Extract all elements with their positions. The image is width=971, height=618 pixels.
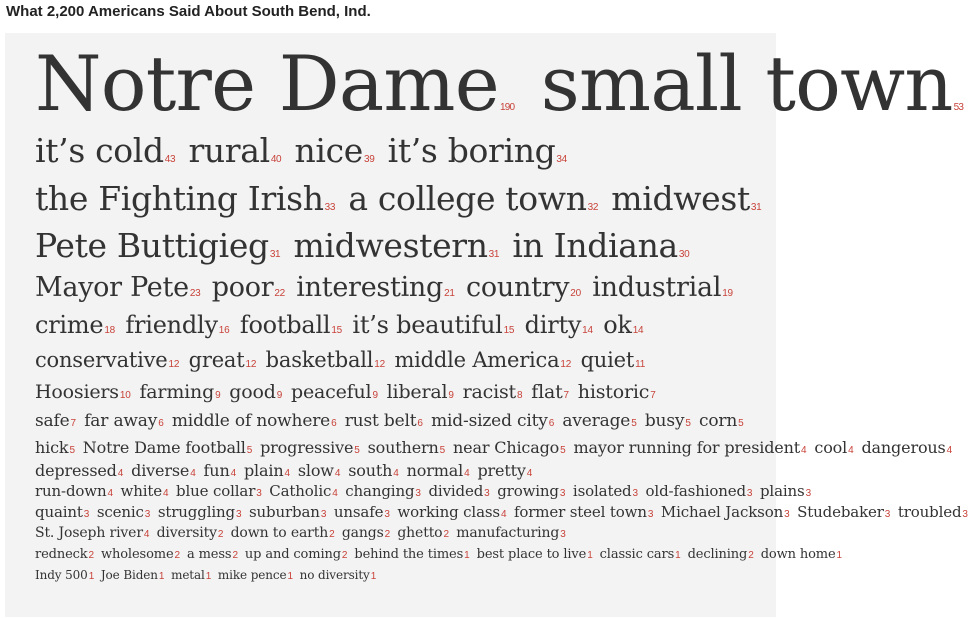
cloud-word: Indy 500: [35, 568, 88, 582]
cloud-word-count: 1: [587, 550, 593, 561]
cloud-word: Michael Jackson: [660, 503, 784, 521]
cloud-word-count: 1: [464, 550, 470, 561]
cloud-word: declining: [687, 547, 748, 562]
cloud-word: mayor running for president: [573, 438, 801, 457]
cloud-word-count: 7: [70, 418, 76, 429]
cloud-word: racist: [462, 381, 516, 403]
cloud-word: midwest: [611, 179, 750, 218]
cloud-word: Mayor Pete: [35, 272, 189, 303]
cloud-word: nice: [294, 131, 363, 170]
cloud-word-count: 12: [560, 359, 572, 370]
cloud-word: isolated: [572, 482, 632, 500]
cloud-word: former steel town: [514, 503, 647, 521]
cloud-word: classic cars: [599, 547, 675, 562]
cloud-row: [35, 502, 968, 523]
cloud-word-count: 5: [246, 445, 253, 456]
cloud-word: far away: [84, 411, 158, 431]
cloud-row: [35, 343, 770, 377]
cloud-word-count: 5: [354, 445, 360, 456]
cloud-word: behind the times: [354, 547, 464, 562]
cloud-word: blue collar: [176, 482, 256, 500]
cloud-word: gangs: [341, 525, 384, 541]
cloud-word: diversity: [156, 525, 217, 541]
cloud-word: safe: [35, 411, 70, 431]
cloud-word-count: 3: [647, 509, 654, 520]
cloud-word-count: 2: [88, 550, 94, 561]
cloud-word: working class: [397, 503, 500, 521]
cloud-word: south: [348, 461, 393, 480]
cloud-word-count: 8: [517, 390, 523, 401]
cloud-word: redneck: [35, 547, 88, 562]
cloud-word: interesting: [296, 272, 444, 303]
cloud-word: Notre Dame football: [82, 438, 246, 457]
cloud-word: changing: [345, 482, 415, 500]
cloud-word-count: 5: [560, 445, 566, 456]
cloud-word: corn: [698, 411, 738, 431]
cloud-row: [35, 544, 842, 565]
cloud-word: Hoosiers: [35, 381, 119, 403]
cloud-word-count: 31: [269, 249, 281, 260]
cloud-word: run-down: [35, 482, 107, 500]
cloud-word-count: 2: [232, 550, 238, 561]
cloud-word-count: 6: [158, 418, 164, 429]
cloud-word: Joe Biden: [100, 568, 158, 582]
cloud-word-count: 23: [189, 288, 201, 299]
cloud-word: struggling: [157, 503, 235, 521]
cloud-row: [35, 408, 770, 435]
cloud-word-count: 16: [218, 325, 230, 336]
page-title: What 2,200 Americans Said About South Bend, Ind.: [6, 3, 371, 20]
cloud-word: manufacturing: [456, 525, 560, 541]
cloud-word: slow: [297, 461, 334, 480]
cloud-word-count: 1: [158, 571, 165, 582]
cloud-word: up and coming: [244, 547, 341, 562]
cloud-word-count: 4: [230, 468, 236, 479]
cloud-word-count: 9: [215, 390, 221, 401]
cloud-row: [35, 523, 770, 544]
cloud-word: quaint: [35, 503, 83, 521]
cloud-word-count: 7: [650, 390, 656, 401]
cloud-word-count: 3: [560, 529, 566, 540]
cloud-word: fun: [203, 461, 230, 480]
cloud-word: scenic: [96, 503, 144, 521]
cloud-word: average: [562, 411, 631, 431]
cloud-word-count: 1: [370, 571, 377, 582]
cloud-word: southern: [367, 438, 439, 457]
cloud-word: divided: [428, 482, 484, 500]
cloud-word-count: 2: [217, 529, 224, 540]
cloud-word-count: 6: [548, 418, 555, 429]
cloud-row: [35, 39, 964, 128]
cloud-word-count: 3: [805, 488, 811, 499]
cloud-word-count: 39: [363, 154, 375, 165]
cloud-word: Studebaker: [797, 503, 884, 521]
cloud-row: [35, 223, 770, 268]
cloud-word-count: 4: [946, 445, 953, 456]
cloud-word-count: 1: [205, 571, 212, 582]
cloud-word-count: 3: [484, 488, 490, 499]
cloud-word: down to earth: [230, 525, 329, 541]
cloud-word-count: 6: [331, 418, 337, 429]
cloud-word-count: 15: [331, 325, 343, 336]
cloud-word-count: 1: [88, 571, 95, 582]
cloud-word-count: 3: [144, 509, 151, 520]
cloud-word-count: 33: [324, 202, 336, 213]
cloud-word: it’s cold: [35, 131, 164, 170]
cloud-word: great: [188, 348, 245, 372]
cloud-word: industrial: [592, 272, 722, 303]
cloud-word: plains: [759, 482, 805, 500]
cloud-word-count: 30: [678, 249, 690, 260]
cloud-word-count: 3: [746, 488, 753, 499]
cloud-word-count: 4: [284, 468, 290, 479]
cloud-word: busy: [644, 411, 685, 431]
cloud-word-count: 3: [962, 509, 968, 520]
cloud-word: middle of nowhere: [171, 411, 331, 431]
cloud-word: diverse: [131, 461, 190, 480]
cloud-word: conservative: [35, 348, 168, 372]
cloud-word: a mess: [186, 547, 232, 562]
cloud-word-count: 12: [245, 359, 257, 370]
cloud-word: near Chicago: [452, 438, 560, 457]
cloud-word-count: 2: [748, 550, 754, 561]
cloud-word: historic: [577, 381, 650, 403]
cloud-word-count: 4: [117, 468, 124, 479]
cloud-word: farming: [139, 381, 215, 403]
cloud-word-count: 9: [276, 390, 283, 401]
cloud-word-count: 5: [685, 418, 691, 429]
cloud-word-count: 20: [570, 288, 581, 299]
cloud-word-count: 31: [488, 249, 500, 260]
cloud-word: rural: [188, 131, 270, 170]
cloud-word-count: 5: [631, 418, 637, 429]
cloud-word: poor: [211, 272, 274, 303]
cloud-word: old-fashioned: [645, 482, 746, 500]
cloud-word: progressive: [260, 438, 354, 457]
cloud-word-count: 3: [256, 488, 262, 499]
cloud-word-count: 53: [953, 102, 964, 113]
cloud-row: [35, 175, 770, 223]
cloud-word: wholesome: [101, 547, 174, 562]
cloud-row: [35, 565, 770, 585]
cloud-word: cool: [814, 438, 848, 457]
cloud-word-count: 5: [738, 418, 744, 429]
cloud-row: [35, 460, 770, 481]
cloud-word: growing: [497, 482, 559, 500]
cloud-word-count: 34: [556, 154, 567, 165]
cloud-word-count: 4: [143, 529, 150, 540]
cloud-word: flat: [531, 381, 563, 403]
cloud-word-count: 4: [393, 468, 399, 479]
cloud-word: a college town: [348, 179, 587, 218]
cloud-word: white: [120, 482, 162, 500]
cloud-word: ok: [603, 311, 632, 339]
cloud-word-count: 3: [632, 488, 638, 499]
cloud-word-count: 6: [417, 418, 423, 429]
cloud-word-count: 18: [104, 325, 116, 336]
cloud-row: [35, 481, 811, 502]
cloud-word: good: [229, 381, 276, 403]
cloud-word-count: 2: [174, 550, 180, 561]
cloud-word-count: 32: [587, 202, 599, 213]
cloud-word: down home: [760, 547, 836, 562]
cloud-row: [35, 377, 770, 408]
cloud-word-count: 2: [384, 529, 391, 540]
cloud-word: best place to live: [476, 547, 587, 562]
cloud-word-count: 2: [443, 529, 449, 540]
cloud-word-count: 4: [332, 488, 338, 499]
cloud-word: suburban: [249, 503, 320, 521]
cloud-word: mike pence: [217, 568, 287, 582]
cloud-word: rust belt: [344, 411, 417, 431]
cloud-word-count: 14: [582, 325, 593, 336]
cloud-word-count: 3: [384, 509, 390, 520]
cloud-word-count: 14: [632, 325, 644, 336]
cloud-word: friendly: [125, 311, 218, 339]
cloud-word-count: 21: [444, 288, 455, 299]
cloud-word: mid-sized city: [431, 411, 548, 431]
cloud-word-count: 3: [884, 509, 891, 520]
cloud-word: crime: [35, 311, 104, 339]
cloud-word-count: 12: [168, 359, 180, 370]
cloud-word: it’s boring: [387, 131, 556, 170]
cloud-word: small town: [540, 39, 953, 128]
cloud-word: midwestern: [293, 226, 488, 265]
cloud-word: liberal: [386, 381, 448, 403]
cloud-word-count: 3: [320, 509, 327, 520]
cloud-word-count: 3: [415, 488, 421, 499]
cloud-word-count: 11: [635, 359, 646, 370]
cloud-word-count: 12: [374, 359, 385, 370]
cloud-row: [35, 435, 953, 460]
cloud-row: [35, 307, 770, 343]
cloud-word: peaceful: [290, 381, 372, 403]
cloud-word-count: 10: [119, 390, 131, 401]
cloud-word-count: 15: [503, 325, 515, 336]
cloud-word: football: [239, 311, 331, 339]
cloud-word-count: 3: [784, 509, 790, 520]
cloud-word-count: 190: [499, 102, 515, 113]
cloud-word-count: 9: [372, 390, 378, 401]
cloud-word-count: 3: [83, 509, 90, 520]
cloud-word-count: 1: [675, 550, 681, 561]
cloud-word: dirty: [524, 311, 582, 339]
word-cloud-panel: [5, 33, 968, 617]
cloud-word: plain: [243, 461, 284, 480]
cloud-word-count: 3: [559, 488, 566, 499]
cloud-word-count: 4: [801, 445, 807, 456]
cloud-word-count: 3: [235, 509, 242, 520]
cloud-word-count: 1: [836, 550, 842, 561]
cloud-word: Pete Buttigieg: [35, 226, 269, 265]
cloud-word-count: 5: [69, 445, 75, 456]
cloud-word: troubled: [897, 503, 962, 521]
cloud-word-count: 4: [163, 488, 169, 499]
cloud-word: in Indiana: [512, 226, 678, 265]
cloud-word: St. Joseph river: [35, 525, 143, 541]
cloud-word-count: 4: [107, 488, 113, 499]
cloud-word: normal: [406, 461, 464, 480]
cloud-word: it’s beautiful: [352, 311, 503, 339]
cloud-row: [35, 127, 770, 175]
cloud-word-count: 7: [563, 390, 569, 401]
cloud-word: no diversity: [299, 568, 370, 582]
cloud-word-count: 31: [750, 202, 762, 213]
cloud-word: basketball: [265, 348, 374, 372]
cloud-word: ghetto: [397, 525, 443, 541]
cloud-word-count: 2: [341, 550, 348, 561]
cloud-word-count: 40: [270, 154, 282, 165]
cloud-word: depressed: [35, 461, 117, 480]
cloud-word-count: 19: [722, 288, 733, 299]
cloud-word-count: 2: [329, 529, 335, 540]
cloud-word: quiet: [580, 348, 635, 372]
cloud-word: unsafe: [333, 503, 384, 521]
cloud-word-count: 4: [464, 468, 470, 479]
cloud-word: hick: [35, 438, 69, 457]
cloud-word: country: [466, 272, 570, 303]
cloud-word-count: 4: [500, 509, 507, 520]
cloud-word-count: 4: [334, 468, 341, 479]
cloud-word: Catholic: [269, 482, 332, 500]
cloud-word-count: 22: [274, 288, 285, 299]
cloud-word-count: 43: [164, 154, 176, 165]
cloud-word-count: 9: [448, 390, 454, 401]
word-cloud: [35, 39, 968, 585]
cloud-word: middle America: [394, 348, 560, 372]
cloud-word: metal: [171, 568, 205, 582]
cloud-word: pretty: [477, 461, 526, 480]
cloud-word-count: 1: [287, 571, 293, 582]
cloud-word-count: 4: [190, 468, 196, 479]
cloud-word: Notre Dame: [35, 39, 499, 128]
cloud-word: the Fighting Irish: [35, 179, 324, 218]
cloud-row: [35, 268, 770, 307]
cloud-word-count: 4: [526, 468, 533, 479]
cloud-word-count: 4: [848, 445, 854, 456]
cloud-word-count: 5: [439, 445, 446, 456]
cloud-word: dangerous: [861, 438, 946, 457]
